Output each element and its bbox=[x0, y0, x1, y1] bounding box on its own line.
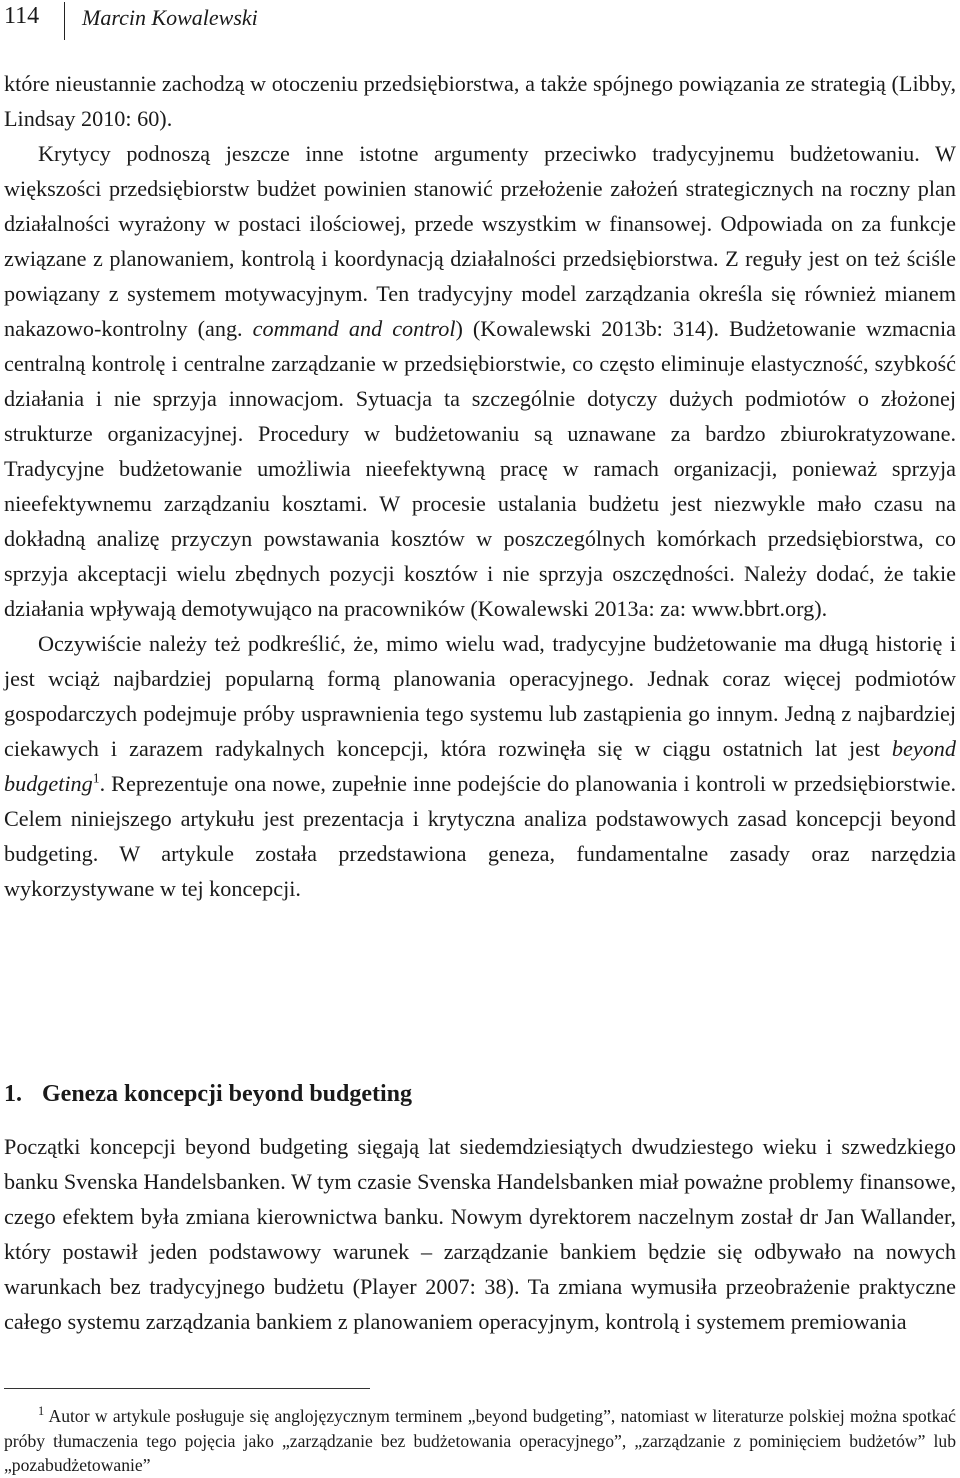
header-divider bbox=[64, 2, 65, 40]
section-body bbox=[4, 1129, 956, 1339]
page-number: 114 bbox=[4, 3, 40, 29]
italic-term: beyond budgeting bbox=[4, 736, 956, 796]
paragraph-text: . Reprezentuje ona nowe, zupełnie inne podejście do planowania i kontroli w przedsiębiorstwie. Celem niniejszego artykułu jest prezentacja i krytyczna analiza podstawowych zasad koncepcji beyond budgeting. W artykule została przedstawiona geneza, fundamentalne zasady oraz narzędzia wykorzystywane w tej koncepcji. bbox=[4, 771, 956, 901]
paragraph-text: ) (Kowalewski 2013b: 314). Budżetowanie wzmacnia centralną kontrolę i centralne zarządzanie w przedsiębiorstwie, co często eliminuje elastyczność, szybkość działania i nie sprzyja innowacjom. Sytuacja ta szczególnie dotyczy dużych podmiotów o złożonej strukturze organizacyjnej. Procedury w budżetowaniu są uznawane za bardzo zbiurokratyzowane. Tradycyjne budżetowanie umożliwia nieefektywną pracę w ramach organizacji, ponieważ sprzyja nieefektywnemu zarządzaniu kosztami. W procesie ustalania budżetu jest niezwykle mało czasu na dokładną analizę przyczyn powstawania kosztów w poszczególnych komórkach przedsiębiorstwa, co sprzyja akceptacji wielu zbędnych pozycji kosztów i nie sprzyja oszczędności. Należy dodać, że takie działania wpływają demotywująco na pracowników (Kowalewski 2013a: za: www.bbrt.org). bbox=[4, 316, 956, 621]
paragraph-text: Oczywiście należy też podkreślić, że, mimo wielu wad, tradycyjne budżetowanie ma długą historię i jest wciąż najbardziej popularną formą planowania operacyjnego. Jednak coraz więcej podmiotów gospodarczych podejmuje próby usprawnienia tego systemu lub zastąpienia go innym. Jedną z najbardziej ciekawych i zarazem radykalnych koncepcji, która rozwinęła się w ciągu ostatnich lat jest bbox=[4, 631, 956, 761]
section-title: Geneza koncepcji beyond budgeting bbox=[42, 1081, 413, 1107]
paragraph-text: które nieustannie zachodzą w otoczeniu przedsiębiorstwa, a także spójnego powiązania ze strategią (Libby, Lindsay 2010: 60). bbox=[4, 71, 956, 131]
paragraph-text: Krytycy podnoszą jeszcze inne istotne argumenty przeciwko tradycyjnemu budżetowaniu. W większości przedsiębiorstw budżet powinien stanowić przełożenie założeń strategicznych na roczny plan działalności wyrażony w postaci ilościowej, przede wszystkim w finansowej. Odpowiada on za funkcje związane z planowaniem, kontrolą i koordynacją działalności przedsiębiorstwa. Z reguły jest on też ściśle powiązany z systemem motywacyjnym. Ten tradycyjny model zarządzania określa się również mianem nakazowo-kontrolny (ang. bbox=[4, 141, 956, 341]
running-head-author: Marcin Kowalewski bbox=[82, 5, 258, 30]
footnote bbox=[4, 1404, 956, 1478]
body-paragraph bbox=[4, 136, 956, 626]
footnote-text: Autor w artykule posługuje się anglojęzycznym terminem „beyond budgeting”, natomiast w literaturze polskiej można spotkać próby tłumaczenia tego pojęcia jako „zarządzanie bez budżetowania operacyjnego”, „zarządzanie z pominięciem budżetów” lub „pozabudżetowanie” bbox=[4, 1406, 956, 1475]
footnote-divider bbox=[4, 1388, 370, 1389]
running-head bbox=[4, 0, 956, 40]
body-text bbox=[4, 66, 956, 906]
section-number: 1. bbox=[4, 1081, 22, 1107]
body-paragraph bbox=[4, 66, 956, 136]
section-paragraph: Początki koncepcji beyond budgeting sięgają lat siedemdziesiątych dwudziestego wieku i szwedzkiego banku Svenska Handelsbanken. W tym czasie Svenska Handelsbanken miał poważne problemy finansowe, czego efektem była zmiana kierownictwa banku. Nowym dyrektorem naczelnym został dr Jan Wallander, który postawił jeden podstawowy warunek – zarządzanie bankiem będzie się odbywało na nowych warunkach bez tradycyjnego budżetu (Player 2007: 38). Ta zmiana wymusiła przeobrażenie praktyczne całego systemu zarządzania bankiem z planowaniem operacyjnym, kontrolą i systemem premiowania bbox=[4, 1134, 956, 1334]
footnote-marker: 1 bbox=[38, 1404, 45, 1419]
footnote-reference: 1 bbox=[92, 770, 100, 786]
section-heading bbox=[4, 1077, 956, 1111]
italic-term: command and control bbox=[252, 316, 456, 341]
footnote-paragraph bbox=[4, 1404, 956, 1478]
body-paragraph bbox=[4, 626, 956, 906]
